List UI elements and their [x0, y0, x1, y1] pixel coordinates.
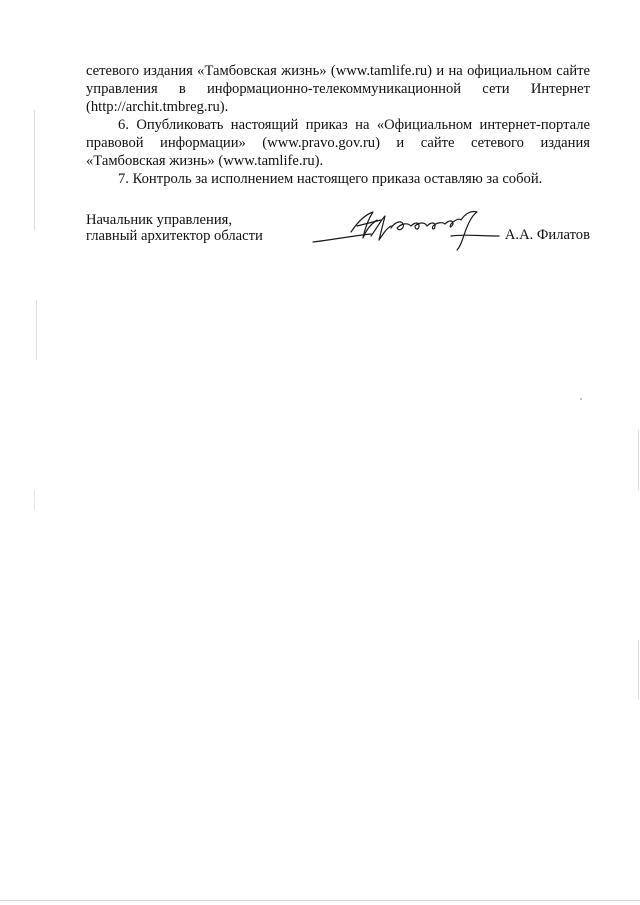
scan-dot-mark: [580, 398, 582, 400]
document-body: [86, 62, 590, 188]
handwritten-signature: [311, 206, 501, 252]
signatory-position-line-2: главный архитектор области: [86, 228, 263, 244]
scan-edge-mark: [36, 300, 37, 360]
scan-edge-mark: [34, 110, 35, 230]
signature-block: [86, 212, 590, 262]
signatory-name: А.А. Филатов: [504, 227, 590, 243]
paragraph-item-6: 6. Опубликовать настоящий приказ на «Официальном интернет-портале правовой информации» (www.pravo.gov.ru) и сайте сетевого издания «Тамбовская жизнь» (www.tamlife.ru).: [86, 117, 590, 169]
scan-edge-mark: [34, 490, 35, 510]
paragraph-continuation: сетевого издания «Тамбовская жизнь» (www.tamlife.ru) и на официальном сайте управления в информационно-телекоммуникационной сети Интернет (http://archit.tmbreg.ru).: [86, 63, 590, 115]
scan-edge-mark: [638, 640, 639, 700]
signatory-position: [86, 212, 263, 244]
signatory-position-line-1: Начальник управления,: [86, 212, 232, 228]
scan-edge-mark: [638, 430, 639, 490]
scan-edge-mark: [0, 900, 640, 901]
paragraph-item-7: 7. Контроль за исполнением настоящего приказа оставляю за собой.: [118, 171, 543, 187]
